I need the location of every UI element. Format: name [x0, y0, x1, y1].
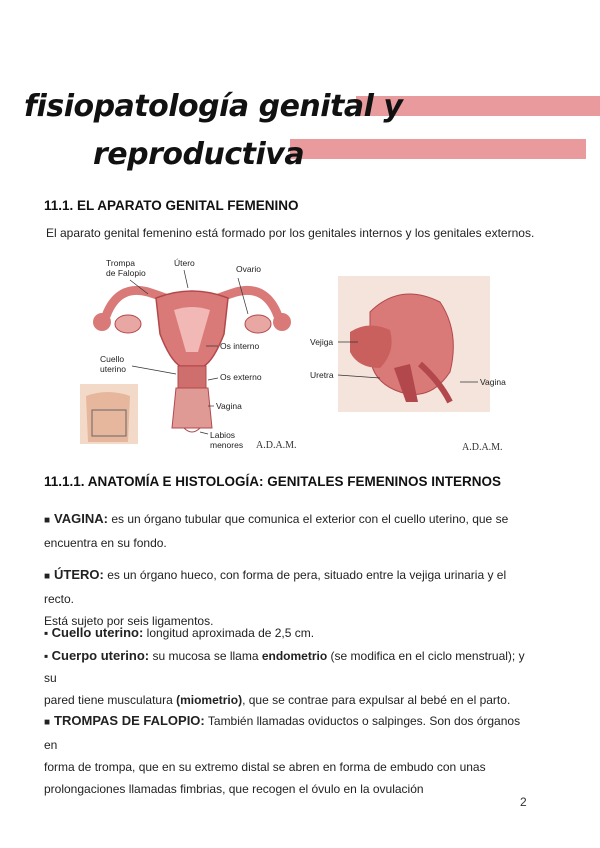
uterus-anatomy-figure — [78, 256, 308, 456]
paragraph-cuello — [44, 622, 534, 644]
cuerpo-text-a: su mucosa se llama — [152, 649, 259, 663]
paragraph-trompas — [44, 710, 534, 800]
label-cuello-1: Cuello — [100, 354, 125, 364]
label-labios-2: menores — [210, 440, 244, 450]
term-utero: ÚTERO: — [54, 567, 104, 582]
section-intro-text: El aparato genital femenino está formado por los genitales internos y los genitales externos. — [46, 226, 535, 240]
trompas-text-1: También llamadas oviductos o salpinges. Son dos órganos en — [44, 714, 521, 752]
label-trompa-1: Trompa — [106, 258, 135, 268]
label-vagina-1: Vagina — [216, 401, 242, 411]
page-title-line-1: fisiopatología genital y — [24, 89, 403, 124]
bullet-square: ■ — [44, 515, 51, 526]
label-trompa-2: de Falopio — [106, 268, 146, 278]
cuerpo-text-d: , que se contrae para expulsar al bebé en el parto. — [242, 693, 511, 707]
bullet-square: ■ — [44, 571, 51, 582]
bullet-small-square: ▪ — [44, 626, 49, 640]
trompas-text-2: forma de trompa, que en su extremo distal se abren en forma de embudo con unas — [44, 760, 486, 774]
paragraph-cuerpo — [44, 645, 534, 711]
term-cuello-uterino: Cuello uterino: — [51, 625, 144, 640]
label-labios-1: Labios — [210, 430, 236, 440]
label-vagina-2: Vagina — [480, 377, 506, 387]
label-ovario: Ovario — [236, 264, 262, 274]
cuerpo-text-b: (se modifica en el ciclo menstrual); y su — [44, 649, 525, 685]
vagina-text-2: encuentra en su fondo. — [44, 536, 167, 550]
trompas-text-3: prolongaciones llamadas fimbrias, que recogen el óvulo en la ovulación — [44, 782, 424, 796]
label-uretra: Uretra — [310, 370, 334, 380]
paragraph-vagina — [44, 508, 534, 554]
page-number: 2 — [520, 795, 527, 809]
section-heading-anatomia: 11.1.1. ANATOMÍA E HISTOLOGÍA: GENITALES FEMENINOS INTERNOS — [44, 474, 502, 489]
term-vagina: VAGINA: — [54, 511, 108, 526]
title-accent-band-2 — [290, 139, 586, 159]
keyword-miometrio: (miometrio) — [176, 693, 243, 707]
label-utero: Útero — [174, 258, 195, 268]
keyword-endometrio: endometrio — [261, 649, 328, 663]
vagina-text-1: es un órgano tubular que comunica el exterior con el cuello uterino, que se — [111, 512, 509, 526]
adam-credit-2: A.D.A.M. — [462, 442, 503, 453]
term-cuerpo-uterino: Cuerpo uterino: — [51, 648, 150, 663]
utero-text-2: Está sujeto por seis ligamentos. — [44, 614, 214, 628]
cuerpo-text-c: pared tiene musculatura — [44, 693, 173, 707]
cuello-text: longitud aproximada de 2,5 cm. — [146, 626, 315, 640]
bullet-square: ■ — [44, 717, 51, 728]
adam-credit-1: A.D.A.M. — [256, 440, 297, 451]
label-cuello-2: uterino — [100, 364, 126, 374]
term-trompas: TROMPAS DE FALOPIO: — [54, 713, 205, 728]
label-vejiga: Vejiga — [310, 337, 334, 347]
section-heading-aparato-genital: 11.1. EL APARATO GENITAL FEMENINO — [44, 198, 299, 213]
pelvis-side-view-figure — [310, 272, 520, 456]
page-title-line-2: reproductiva — [93, 137, 305, 172]
bullet-small-square: ▪ — [44, 649, 49, 663]
label-os-interno: Os interno — [220, 341, 260, 351]
utero-text-1: es un órgano hueco, con forma de pera, situado entre la vejiga urinaria y el recto. — [44, 568, 507, 606]
label-os-externo: Os externo — [220, 372, 262, 382]
